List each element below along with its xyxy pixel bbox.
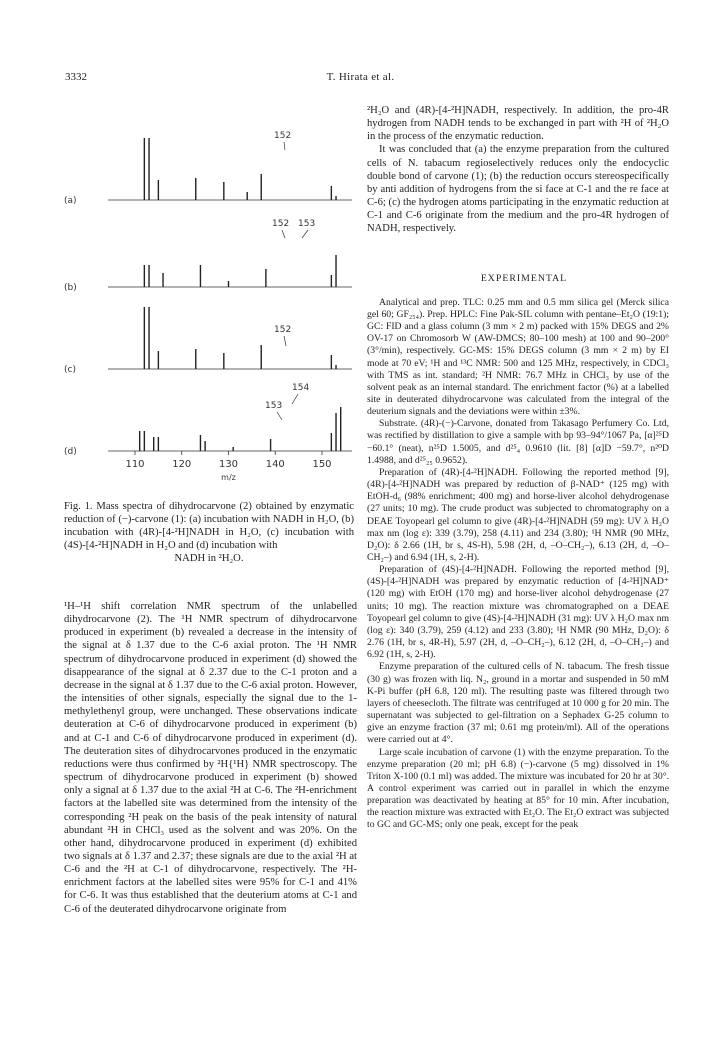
peak-label: 152 xyxy=(274,325,292,335)
running-head-author: T. Hirata et al. xyxy=(326,71,395,83)
panel-label: (d) xyxy=(64,447,77,457)
x-tick-label: 150 xyxy=(312,459,332,470)
peak-label: 154 xyxy=(292,383,310,393)
figure-caption xyxy=(64,500,354,565)
page-number: 3332 xyxy=(65,71,87,83)
paragraph: ¹H–¹H shift correlation NMR spectrum of the unlabelled dihydrocarvone (2). The ¹H NMR spectrum of dihydrocarvone produced in experiment (b) revealed a decrease in the intensity of the signal at δ 1.37 due to the C-6 axial proton. The ¹H NMR spectrum of dihydrocarvone produced in experiment (d) showed the disappearance of the signal at δ 2.37 due to the C-1 proton and a decrease in the signal at δ 1.37 due to the C-6 axial proton. However, the intensities of other signals, especially the signal due to the 1-methylethenyl group, were unchanged. These observations indicate deuteration at C-6 of dihydrocarvone produced in experiment (b) and at C-1 and C-6 of dihydrocarvone produced in experiment (d). The deuteration sites of dihydrocarvones produced in the enzymatic reductions were thus confirmed by ²H{¹H} NMR spectroscopy. The spectrum of dihydrocarvone produced in experiment (b) showed only a signal at δ 1.37 due to the axial ²H at C-6. The ²H-enrichment factors at the labelled site was determined from the intensity of the corresponding ²H peak on the basis of the peak intensity of natural abundant ²H in CHCl₃ used as the solvent and was 20%. On the other hand, dihydrocarvone produced in experiment (d) exhibited two signals at δ 1.37 and 2.37; these signals are due to the axial ²H at C-6 and the ²H at C-1 of dihydrocarvone, respectively. The ²H-enrichment factors at the labelled sites were 95% for C-1 and 41% for C-6. It was thus established that the deuterium atoms at C-1 and C-6 of the deuterated dihydrocarvone originate from xyxy=(64,601,357,915)
peak-label-pointer xyxy=(282,230,285,238)
peak-label-pointer xyxy=(284,142,285,150)
panel-label: (a) xyxy=(64,196,77,206)
caption-last-line: NADH in ²H₂O. xyxy=(174,553,244,564)
x-tick-label: 140 xyxy=(265,459,285,470)
mass-spectra-plot xyxy=(60,98,360,494)
caption-body: Fig. 1. Mass spectra of dihydrocarvone (2) obtained by enzymatic reduction of (−)-carvone (1): (a) incubation with NADH in H₂O, (b) incubation with (4R)-[4-²H]NADH in H₂O, (c) incubation with (4S)-[4-²H]NADH in H₂O and (d) incubation with xyxy=(64,501,354,551)
x-tick-label: 110 xyxy=(125,459,145,470)
mass-spectra-figure xyxy=(60,98,360,494)
peak-label-pointer xyxy=(302,230,308,238)
paragraph-prep-4r: Preparation of (4R)-[4-²H]NADH. Following the reported method [9], (4R)-[4-²H]NADH was prepared by reduction of β-NAD⁺ (125 mg) with EtOH-d₆ (98% enrichment; 400 mg) and horse-liver alcohol dehydrogenase (27 units; 10 mg). The crude product was subjected to chromatography on a DEAE Toyopearl gel column to give (4R)-[4-²H]NADH (59 mg): UV λ H₂O max nm (log ε): 339 (3.79), 258 (4.11) and 234 (3.80); ¹H NMR (90 MHz, D₂O): δ 2.66 (1H, br s, 4S-H), 5.98 (2H, d, –O–CH₂–), 6.13 (2H, d, –O–CH₂–) and 6.94 (1H, s, 2-H). xyxy=(367,466,669,563)
peak-label: 152 xyxy=(274,131,292,141)
peak-label-pointer xyxy=(284,336,286,346)
panel-label: (c) xyxy=(64,365,76,375)
panel-label: (b) xyxy=(64,283,77,293)
paragraph-incubation: Large scale incubation of carvone (1) with the enzyme preparation. To the enzyme preparation (20 ml; pH 6.8) (−)-carvone (5 mg) dissolved in 1% Triton X-100 (0.1 ml) was added. The mixture was incubated for 20 hr at 30°. A control experiment was carried out in parallel in which the enzyme preparation was deactivated by heating at 85° for 10 min. After incubation, the reaction mixture was extracted with Et₂O. The Et₂O extract was subjected to GC and GC-MS; only one peak, except for the peak xyxy=(367,746,669,831)
paragraph-experimental: Analytical and prep. TLC: 0.25 mm and 0.5 mm silica gel (Merck silica gel 60; GF₂₅₄). Prep. HPLC: Fine Pak-SIL column with pentane–Et₂O (19:1); GC: FID and a glass column (3 mm × 2 m) packed with 15% DEGS and 2% OV-17 on Chromosorb W (AW-DMCS; 80–100 mesh) at 100 and 90–200° (3°/min), respectively. GC-MS: 15% DEGS column (3 mm × 2 m) by EI mode at 70 eV; ¹H and ¹³C NMR: 500 and 125 MHz, respectively, in CDCl₃ with TMS as int. standard; ²H NMR: 76.7 MHz in CHCl₃ by use of the solvent peak as an internal standard. The enrichment factor (%) at a labelled site in deuterated dihydrocarvone was calculated from the integral of the deuterium signals and the deviations were within ±3%. xyxy=(367,296,669,418)
x-tick-label: 130 xyxy=(218,459,239,470)
right-column xyxy=(367,104,669,832)
x-tick-label: 120 xyxy=(172,459,192,470)
peak-label: 152 xyxy=(272,219,290,229)
peak-label: 153 xyxy=(265,401,283,411)
peak-label-pointer xyxy=(292,394,298,404)
x-axis-label: m/z xyxy=(221,473,236,482)
paragraph-enzyme-prep: Enzyme preparation of the cultured cells of N. tabacum. The fresh tissue (30 g) was frozen with liq. N₂, ground in a mortar and suspended in 50 mM K-Pi buffer (pH 6.8, 120 ml). The resulting paste was filtered through two layers of cheesecloth. The filtrate was centrifuged at 10 000 g for 20 min. The supernatant was subjected to gel-filtration on a Sephadex G-25 column to give an enzyme fraction (37 ml; 0.61 mg protein/ml). All of the operations were carried out at 4°. xyxy=(367,661,670,746)
paragraph-conclusion: It was concluded that (a) the enzyme preparation from the cultured cells of N. tabacum regioselectively reduces only the endocyclic double bond of carvone (1); (b) the reduction occurs stereospecifically by anti addition of hydrogens from the si face at C-1 and the re face at C-6; (c) the hydrogen atoms participating in the enzymatic reduction at C-1 and C-6 originate from the medium and the pro-4R hydrogen of NADH, respectively. xyxy=(367,144,669,235)
page-header xyxy=(0,71,721,87)
paragraph-prep-4s: Preparation of (4S)-[4-²H]NADH. Following the reported method [9], (4S)-[4-²H]NADH was prepared by enzymatic reduction of [4-²H]NAD⁺ (120 mg) with EtOH (170 mg) and horse-liver alcohol dehydrogenase (27 units; 10 mg). The reaction mixture was chromatographed on a DEAE Toyopearl gel column to give (4S)-[4-²H]NADH (31 mg): UV λ H₂O max nm (log ε): 340 (3.79), 259 (4.12) and 233 (3.80); ¹H NMR (90 MHz, D₂O): δ 2.76 (1H, br s, 4R-H), 5.97 (2H, d, –O–CH₂–), 6.12 (2H, d, –O–CH₂–) and 6.92 (1H, s, 2-H). xyxy=(367,564,669,661)
peak-label: 153 xyxy=(298,219,316,229)
paragraph: ²H₂O and (4R)-[4-²H]NADH, respectively. In addition, the pro-4R hydrogen from NADH tends to be exchanged in part with ²H of ²H₂O in the process of the enzymatic reduction. xyxy=(367,105,669,143)
paragraph-substrate: Substrate. (4R)-(−)-Carvone, donated from Takasago Perfumery Co. Ltd, was rectified by distillation to give a sample with bp 93–94°/1067 Pa, [α]²⁵D −60.1° (neat), n²⁵D 1.5005, and d²⁵₄ 0.9610 (lit. [8] [α]D −59.7°, n²⁰D 1.4988, and d²⁵₂₅ 0.9652). xyxy=(367,418,669,466)
left-column xyxy=(64,600,357,916)
section-heading: EXPERIMENTAL xyxy=(480,272,568,284)
peak-label-pointer xyxy=(277,412,282,420)
